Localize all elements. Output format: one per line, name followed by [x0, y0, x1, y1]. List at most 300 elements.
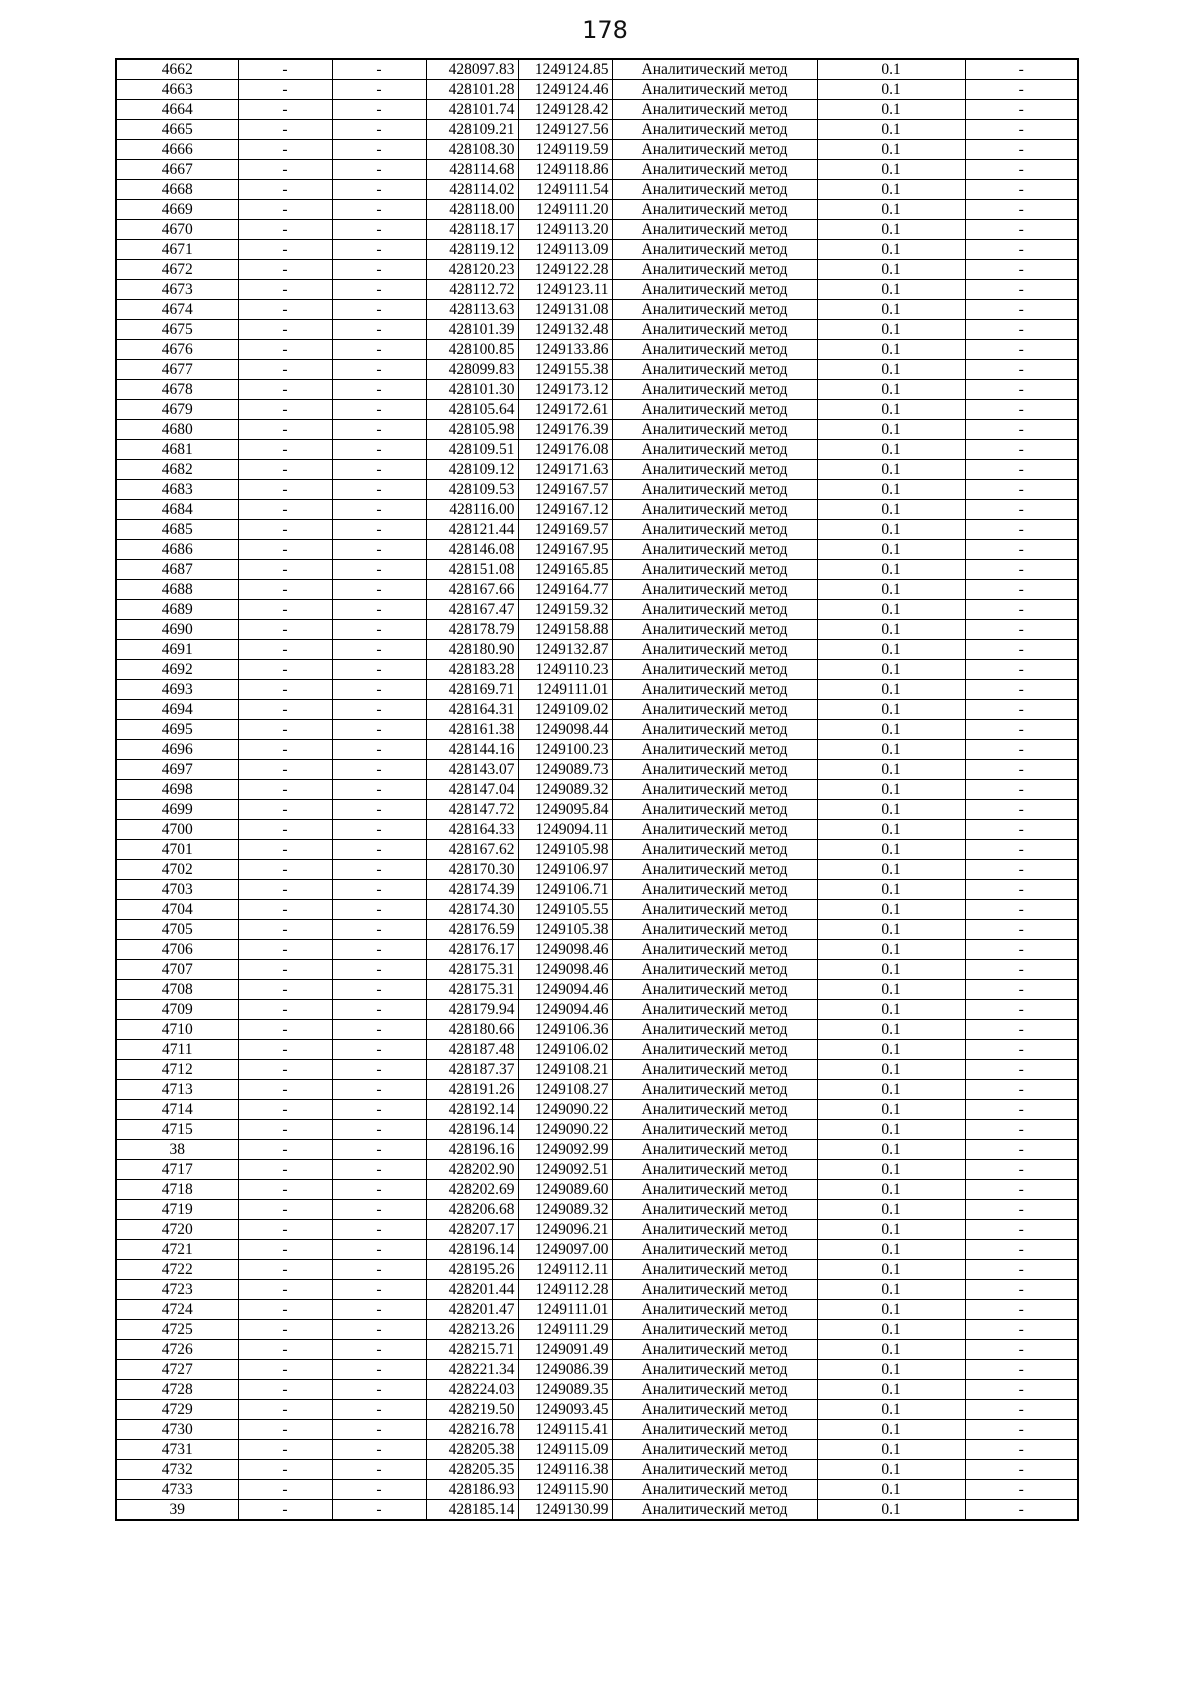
x-coordinate-cell: 428164.31	[426, 700, 518, 720]
y-coordinate-cell: 1249089.60	[518, 1180, 612, 1200]
table-row	[116, 1020, 1078, 1040]
accuracy-cell: 0.1	[817, 780, 965, 800]
column-3-cell: -	[332, 1060, 426, 1080]
column-8-cell: -	[965, 1440, 1078, 1460]
accuracy-cell: 0.1	[817, 1480, 965, 1500]
x-coordinate-cell: 428215.71	[426, 1340, 518, 1360]
column-2-cell: -	[238, 560, 332, 580]
accuracy-cell: 0.1	[817, 960, 965, 980]
column-2-cell: -	[238, 1220, 332, 1240]
x-coordinate-cell: 428167.66	[426, 580, 518, 600]
method-cell: Аналитический метод	[612, 300, 817, 320]
table-row	[116, 360, 1078, 380]
column-8-cell: -	[965, 280, 1078, 300]
accuracy-cell: 0.1	[817, 400, 965, 420]
column-2-cell: -	[238, 260, 332, 280]
x-coordinate-cell: 428167.62	[426, 840, 518, 860]
x-coordinate-cell: 428206.68	[426, 1200, 518, 1220]
column-3-cell: -	[332, 880, 426, 900]
column-3-cell: -	[332, 1280, 426, 1300]
y-coordinate-cell: 1249159.32	[518, 600, 612, 620]
x-coordinate-cell: 428144.16	[426, 740, 518, 760]
column-2-cell: -	[238, 880, 332, 900]
point-number-cell: 4732	[116, 1460, 238, 1480]
table-row	[116, 460, 1078, 480]
method-cell: Аналитический метод	[612, 1260, 817, 1280]
accuracy-cell: 0.1	[817, 500, 965, 520]
accuracy-cell: 0.1	[817, 1000, 965, 1020]
x-coordinate-cell: 428187.48	[426, 1040, 518, 1060]
accuracy-cell: 0.1	[817, 1160, 965, 1180]
x-coordinate-cell: 428186.93	[426, 1480, 518, 1500]
x-coordinate-cell: 428221.34	[426, 1360, 518, 1380]
y-coordinate-cell: 1249158.88	[518, 620, 612, 640]
method-cell: Аналитический метод	[612, 480, 817, 500]
column-3-cell: -	[332, 1000, 426, 1020]
table-row	[116, 340, 1078, 360]
point-number-cell: 4698	[116, 780, 238, 800]
column-2-cell: -	[238, 740, 332, 760]
column-8-cell: -	[965, 59, 1078, 80]
y-coordinate-cell: 1249133.86	[518, 340, 612, 360]
x-coordinate-cell: 428119.12	[426, 240, 518, 260]
x-coordinate-cell: 428113.63	[426, 300, 518, 320]
x-coordinate-cell: 428101.74	[426, 100, 518, 120]
column-3-cell: -	[332, 300, 426, 320]
column-8-cell: -	[965, 1020, 1078, 1040]
table-row	[116, 1460, 1078, 1480]
accuracy-cell: 0.1	[817, 920, 965, 940]
method-cell: Аналитический метод	[612, 680, 817, 700]
y-coordinate-cell: 1249130.99	[518, 1500, 612, 1521]
point-number-cell: 4668	[116, 180, 238, 200]
y-coordinate-cell: 1249122.28	[518, 260, 612, 280]
column-2-cell: -	[238, 1080, 332, 1100]
x-coordinate-cell: 428213.26	[426, 1320, 518, 1340]
column-2-cell: -	[238, 1140, 332, 1160]
column-8-cell: -	[965, 660, 1078, 680]
column-3-cell: -	[332, 660, 426, 680]
table-row	[116, 940, 1078, 960]
column-2-cell: -	[238, 1340, 332, 1360]
column-3-cell: -	[332, 700, 426, 720]
table-row	[116, 440, 1078, 460]
x-coordinate-cell: 428109.12	[426, 460, 518, 480]
column-2-cell: -	[238, 1200, 332, 1220]
column-3-cell: -	[332, 1340, 426, 1360]
column-3-cell: -	[332, 1420, 426, 1440]
method-cell: Аналитический метод	[612, 1120, 817, 1140]
y-coordinate-cell: 1249089.73	[518, 760, 612, 780]
y-coordinate-cell: 1249108.21	[518, 1060, 612, 1080]
y-coordinate-cell: 1249090.22	[518, 1120, 612, 1140]
accuracy-cell: 0.1	[817, 1320, 965, 1340]
method-cell: Аналитический метод	[612, 1340, 817, 1360]
column-2-cell: -	[238, 180, 332, 200]
point-number-cell: 4690	[116, 620, 238, 640]
point-number-cell: 4680	[116, 420, 238, 440]
x-coordinate-cell: 428170.30	[426, 860, 518, 880]
method-cell: Аналитический метод	[612, 380, 817, 400]
table-row	[116, 600, 1078, 620]
x-coordinate-cell: 428101.28	[426, 80, 518, 100]
column-8-cell: -	[965, 580, 1078, 600]
y-coordinate-cell: 1249111.01	[518, 680, 612, 700]
y-coordinate-cell: 1249155.38	[518, 360, 612, 380]
table-row	[116, 320, 1078, 340]
column-3-cell: -	[332, 1120, 426, 1140]
column-2-cell: -	[238, 640, 332, 660]
accuracy-cell: 0.1	[817, 1120, 965, 1140]
column-8-cell: -	[965, 1160, 1078, 1180]
column-2-cell: -	[238, 380, 332, 400]
table-row	[116, 740, 1078, 760]
accuracy-cell: 0.1	[817, 380, 965, 400]
column-3-cell: -	[332, 59, 426, 80]
column-2-cell: -	[238, 1000, 332, 1020]
column-2-cell: -	[238, 1060, 332, 1080]
x-coordinate-cell: 428167.47	[426, 600, 518, 620]
column-8-cell: -	[965, 740, 1078, 760]
point-number-cell: 4667	[116, 160, 238, 180]
y-coordinate-cell: 1249124.85	[518, 59, 612, 80]
column-2-cell: -	[238, 120, 332, 140]
accuracy-cell: 0.1	[817, 700, 965, 720]
column-8-cell: -	[965, 1000, 1078, 1020]
y-coordinate-cell: 1249173.12	[518, 380, 612, 400]
table-row	[116, 380, 1078, 400]
point-number-cell: 39	[116, 1500, 238, 1521]
accuracy-cell: 0.1	[817, 1280, 965, 1300]
x-coordinate-cell: 428121.44	[426, 520, 518, 540]
column-3-cell: -	[332, 240, 426, 260]
table-row	[116, 500, 1078, 520]
column-2-cell: -	[238, 320, 332, 340]
method-cell: Аналитический метод	[612, 140, 817, 160]
column-2-cell: -	[238, 160, 332, 180]
x-coordinate-cell: 428224.03	[426, 1380, 518, 1400]
table-row	[116, 760, 1078, 780]
x-coordinate-cell: 428196.14	[426, 1120, 518, 1140]
x-coordinate-cell: 428196.16	[426, 1140, 518, 1160]
table-row	[116, 560, 1078, 580]
point-number-cell: 4713	[116, 1080, 238, 1100]
column-2-cell: -	[238, 520, 332, 540]
column-8-cell: -	[965, 460, 1078, 480]
table-row	[116, 660, 1078, 680]
x-coordinate-cell: 428185.14	[426, 1500, 518, 1521]
accuracy-cell: 0.1	[817, 940, 965, 960]
x-coordinate-cell: 428114.68	[426, 160, 518, 180]
point-number-cell: 4685	[116, 520, 238, 540]
x-coordinate-cell: 428147.72	[426, 800, 518, 820]
accuracy-cell: 0.1	[817, 820, 965, 840]
accuracy-cell: 0.1	[817, 460, 965, 480]
point-number-cell: 4729	[116, 1400, 238, 1420]
table-row	[116, 1420, 1078, 1440]
y-coordinate-cell: 1249115.09	[518, 1440, 612, 1460]
x-coordinate-cell: 428099.83	[426, 360, 518, 380]
column-8-cell: -	[965, 560, 1078, 580]
accuracy-cell: 0.1	[817, 680, 965, 700]
x-coordinate-cell: 428176.17	[426, 940, 518, 960]
x-coordinate-cell: 428109.51	[426, 440, 518, 460]
y-coordinate-cell: 1249098.46	[518, 960, 612, 980]
column-8-cell: -	[965, 340, 1078, 360]
column-3-cell: -	[332, 640, 426, 660]
column-3-cell: -	[332, 360, 426, 380]
method-cell: Аналитический метод	[612, 240, 817, 260]
y-coordinate-cell: 1249111.54	[518, 180, 612, 200]
accuracy-cell: 0.1	[817, 540, 965, 560]
y-coordinate-cell: 1249171.63	[518, 460, 612, 480]
column-8-cell: -	[965, 400, 1078, 420]
y-coordinate-cell: 1249089.35	[518, 1380, 612, 1400]
table-row	[116, 1380, 1078, 1400]
point-number-cell: 4675	[116, 320, 238, 340]
accuracy-cell: 0.1	[817, 580, 965, 600]
column-3-cell: -	[332, 1220, 426, 1240]
column-3-cell: -	[332, 380, 426, 400]
point-number-cell: 38	[116, 1140, 238, 1160]
table-row	[116, 860, 1078, 880]
column-3-cell: -	[332, 620, 426, 640]
y-coordinate-cell: 1249091.49	[518, 1340, 612, 1360]
y-coordinate-cell: 1249106.36	[518, 1020, 612, 1040]
x-coordinate-cell: 428118.17	[426, 220, 518, 240]
column-3-cell: -	[332, 1040, 426, 1060]
x-coordinate-cell: 428179.94	[426, 1000, 518, 1020]
table-row	[116, 640, 1078, 660]
point-number-cell: 4708	[116, 980, 238, 1000]
column-8-cell: -	[965, 720, 1078, 740]
x-coordinate-cell: 428146.08	[426, 540, 518, 560]
column-8-cell: -	[965, 1360, 1078, 1380]
method-cell: Аналитический метод	[612, 1280, 817, 1300]
point-number-cell: 4711	[116, 1040, 238, 1060]
column-8-cell: -	[965, 600, 1078, 620]
column-8-cell: -	[965, 180, 1078, 200]
column-2-cell: -	[238, 1400, 332, 1420]
column-8-cell: -	[965, 360, 1078, 380]
column-8-cell: -	[965, 120, 1078, 140]
table-row	[116, 280, 1078, 300]
x-coordinate-cell: 428216.78	[426, 1420, 518, 1440]
column-2-cell: -	[238, 760, 332, 780]
accuracy-cell: 0.1	[817, 160, 965, 180]
column-2-cell: -	[238, 680, 332, 700]
y-coordinate-cell: 1249118.86	[518, 160, 612, 180]
table-row	[116, 720, 1078, 740]
y-coordinate-cell: 1249112.28	[518, 1280, 612, 1300]
point-number-cell: 4710	[116, 1020, 238, 1040]
accuracy-cell: 0.1	[817, 740, 965, 760]
column-2-cell: -	[238, 960, 332, 980]
method-cell: Аналитический метод	[612, 600, 817, 620]
method-cell: Аналитический метод	[612, 280, 817, 300]
y-coordinate-cell: 1249089.32	[518, 780, 612, 800]
point-number-cell: 4662	[116, 59, 238, 80]
method-cell: Аналитический метод	[612, 500, 817, 520]
column-3-cell: -	[332, 200, 426, 220]
column-3-cell: -	[332, 720, 426, 740]
point-number-cell: 4676	[116, 340, 238, 360]
x-coordinate-cell: 428178.79	[426, 620, 518, 640]
column-2-cell: -	[238, 1280, 332, 1300]
x-coordinate-cell: 428192.14	[426, 1100, 518, 1120]
point-number-cell: 4697	[116, 760, 238, 780]
method-cell: Аналитический метод	[612, 160, 817, 180]
method-cell: Аналитический метод	[612, 360, 817, 380]
method-cell: Аналитический метод	[612, 800, 817, 820]
column-8-cell: -	[965, 240, 1078, 260]
column-2-cell: -	[238, 980, 332, 1000]
column-8-cell: -	[965, 1040, 1078, 1060]
point-number-cell: 4707	[116, 960, 238, 980]
method-cell: Аналитический метод	[612, 960, 817, 980]
y-coordinate-cell: 1249115.41	[518, 1420, 612, 1440]
y-coordinate-cell: 1249176.08	[518, 440, 612, 460]
y-coordinate-cell: 1249115.90	[518, 1480, 612, 1500]
accuracy-cell: 0.1	[817, 980, 965, 1000]
accuracy-cell: 0.1	[817, 1340, 965, 1360]
accuracy-cell: 0.1	[817, 880, 965, 900]
method-cell: Аналитический метод	[612, 100, 817, 120]
accuracy-cell: 0.1	[817, 1500, 965, 1521]
table-row	[116, 880, 1078, 900]
column-2-cell: -	[238, 100, 332, 120]
table-row	[116, 1040, 1078, 1060]
point-number-cell: 4688	[116, 580, 238, 600]
accuracy-cell: 0.1	[817, 720, 965, 740]
table-row	[116, 820, 1078, 840]
y-coordinate-cell: 1249127.56	[518, 120, 612, 140]
method-cell: Аналитический метод	[612, 1160, 817, 1180]
table-row	[116, 160, 1078, 180]
table-row	[116, 120, 1078, 140]
method-cell: Аналитический метод	[612, 120, 817, 140]
column-2-cell: -	[238, 1260, 332, 1280]
method-cell: Аналитический метод	[612, 340, 817, 360]
column-2-cell: -	[238, 220, 332, 240]
accuracy-cell: 0.1	[817, 1080, 965, 1100]
point-number-cell: 4684	[116, 500, 238, 520]
column-2-cell: -	[238, 580, 332, 600]
x-coordinate-cell: 428169.71	[426, 680, 518, 700]
table-row	[116, 680, 1078, 700]
x-coordinate-cell: 428164.33	[426, 820, 518, 840]
point-number-cell: 4682	[116, 460, 238, 480]
method-cell: Аналитический метод	[612, 840, 817, 860]
x-coordinate-cell: 428116.00	[426, 500, 518, 520]
column-8-cell: -	[965, 680, 1078, 700]
method-cell: Аналитический метод	[612, 560, 817, 580]
y-coordinate-cell: 1249116.38	[518, 1460, 612, 1480]
y-coordinate-cell: 1249106.02	[518, 1040, 612, 1060]
column-8-cell: -	[965, 640, 1078, 660]
column-3-cell: -	[332, 480, 426, 500]
point-number-cell: 4733	[116, 1480, 238, 1500]
y-coordinate-cell: 1249113.20	[518, 220, 612, 240]
column-8-cell: -	[965, 1180, 1078, 1200]
column-8-cell: -	[965, 780, 1078, 800]
y-coordinate-cell: 1249119.59	[518, 140, 612, 160]
y-coordinate-cell: 1249132.48	[518, 320, 612, 340]
point-number-cell: 4696	[116, 740, 238, 760]
method-cell: Аналитический метод	[612, 920, 817, 940]
column-3-cell: -	[332, 180, 426, 200]
column-8-cell: -	[965, 980, 1078, 1000]
point-number-cell: 4730	[116, 1420, 238, 1440]
method-cell: Аналитический метод	[612, 1320, 817, 1340]
table-body	[116, 59, 1078, 1520]
y-coordinate-cell: 1249105.38	[518, 920, 612, 940]
method-cell: Аналитический метод	[612, 1000, 817, 1020]
y-coordinate-cell: 1249094.46	[518, 980, 612, 1000]
column-3-cell: -	[332, 340, 426, 360]
column-2-cell: -	[238, 1360, 332, 1380]
table-row	[116, 1220, 1078, 1240]
column-8-cell: -	[965, 820, 1078, 840]
accuracy-cell: 0.1	[817, 320, 965, 340]
accuracy-cell: 0.1	[817, 440, 965, 460]
table-row	[116, 240, 1078, 260]
accuracy-cell: 0.1	[817, 640, 965, 660]
column-8-cell: -	[965, 540, 1078, 560]
method-cell: Аналитический метод	[612, 760, 817, 780]
y-coordinate-cell: 1249106.71	[518, 880, 612, 900]
x-coordinate-cell: 428097.83	[426, 59, 518, 80]
x-coordinate-cell: 428205.35	[426, 1460, 518, 1480]
table-row	[116, 420, 1078, 440]
method-cell: Аналитический метод	[612, 1460, 817, 1480]
column-8-cell: -	[965, 200, 1078, 220]
column-8-cell: -	[965, 800, 1078, 820]
table-row	[116, 1000, 1078, 1020]
accuracy-cell: 0.1	[817, 900, 965, 920]
column-8-cell: -	[965, 220, 1078, 240]
table-row	[116, 920, 1078, 940]
accuracy-cell: 0.1	[817, 1300, 965, 1320]
accuracy-cell: 0.1	[817, 80, 965, 100]
point-number-cell: 4705	[116, 920, 238, 940]
point-number-cell: 4700	[116, 820, 238, 840]
column-8-cell: -	[965, 700, 1078, 720]
accuracy-cell: 0.1	[817, 1100, 965, 1120]
column-3-cell: -	[332, 1460, 426, 1480]
accuracy-cell: 0.1	[817, 1240, 965, 1260]
table-row	[116, 700, 1078, 720]
column-2-cell: -	[238, 140, 332, 160]
method-cell: Аналитический метод	[612, 720, 817, 740]
table-row	[116, 520, 1078, 540]
method-cell: Аналитический метод	[612, 1420, 817, 1440]
x-coordinate-cell: 428101.39	[426, 320, 518, 340]
method-cell: Аналитический метод	[612, 1500, 817, 1521]
column-2-cell: -	[238, 780, 332, 800]
column-3-cell: -	[332, 540, 426, 560]
table-row	[116, 900, 1078, 920]
column-8-cell: -	[965, 940, 1078, 960]
table-row	[116, 840, 1078, 860]
x-coordinate-cell: 428176.59	[426, 920, 518, 940]
y-coordinate-cell: 1249096.21	[518, 1220, 612, 1240]
column-8-cell: -	[965, 900, 1078, 920]
column-3-cell: -	[332, 740, 426, 760]
accuracy-cell: 0.1	[817, 860, 965, 880]
column-8-cell: -	[965, 1240, 1078, 1260]
column-3-cell: -	[332, 780, 426, 800]
